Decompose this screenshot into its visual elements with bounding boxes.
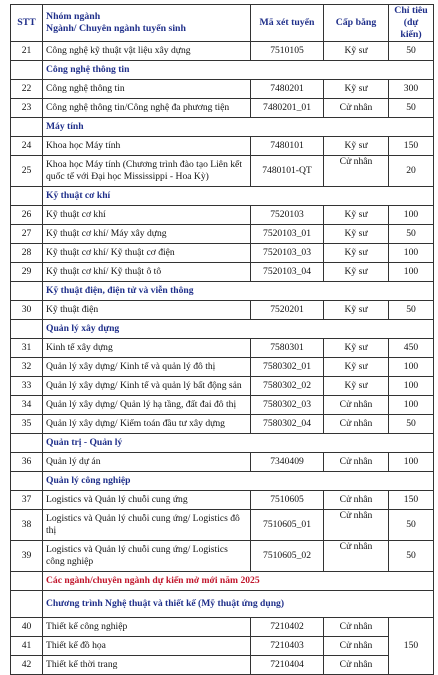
group-stt-cell [11,472,43,491]
table-row [11,491,434,510]
header-group-line1: Nhóm ngành [46,11,101,22]
row-degree: Kỹ sư [324,206,389,225]
group-heading-row [11,472,434,491]
row-code: 7580302_03 [251,396,324,415]
row-degree: Kỹ sư [324,301,389,320]
row-program-name: Quản lý dự án [43,453,251,472]
table-row [11,339,434,358]
row-code: 7480101 [251,137,324,156]
row-degree: Cử nhân [324,656,389,675]
table-row [11,301,434,320]
row-stt: 31 [11,339,43,358]
row-degree: Cử nhân [324,637,389,656]
group-heading-row [11,61,434,80]
row-stt: 37 [11,491,43,510]
table-row [11,263,434,282]
table-body [11,42,434,675]
header-degree: Cấp bằng [324,5,389,42]
row-stt: 42 [11,656,43,675]
row-quota: 300 [389,80,434,99]
row-code: 7580301 [251,339,324,358]
row-degree: Kỹ sư [324,42,389,61]
group-heading: Quản lý công nghiệp [43,472,434,491]
table-row [11,156,434,187]
group-stt-cell [11,118,43,137]
row-program-name: Logistics và Quản lý chuỗi cung ứng [43,491,251,510]
group-stt-cell [11,61,43,80]
row-code: 7480201_01 [251,99,324,118]
row-program-name: Kỹ thuật cơ khí [43,206,251,225]
header-code: Mã xét tuyển [251,5,324,42]
row-degree: Cử nhân [324,156,389,187]
row-quota: 20 [389,156,434,187]
row-stt: 32 [11,358,43,377]
table-row [11,42,434,61]
row-program-name: Kỹ thuật cơ khí/ Máy xây dựng [43,225,251,244]
row-code: 7210404 [251,656,324,675]
row-degree: Cử nhân [324,510,389,541]
row-code: 7510605 [251,491,324,510]
group-heading: Chương trình Nghệ thuật và thiết kế (Mỹ thuật ứng dụng) [43,591,434,618]
group-heading-row [11,320,434,339]
admission-table [10,4,434,675]
row-code: 7210402 [251,618,324,637]
row-program-name: Kỹ thuật điện [43,301,251,320]
row-program-name: Kinh tế xây dựng [43,339,251,358]
row-degree: Kỹ sư [324,244,389,263]
row-quota: 100 [389,453,434,472]
row-code: 7580302_01 [251,358,324,377]
row-program-name: Logistics và Quản lý chuỗi cung ứng/ Logistics đô thị [43,510,251,541]
row-degree: Kỹ sư [324,339,389,358]
row-code: 7510605_01 [251,510,324,541]
row-quota: 100 [389,244,434,263]
row-quota: 50 [389,510,434,541]
row-stt: 24 [11,137,43,156]
row-program-name: Kỹ thuật cơ khí/ Kỹ thuật ô tô [43,263,251,282]
group-heading-row [11,434,434,453]
group-heading: Kỹ thuật cơ khí [43,187,434,206]
row-code: 7580302_04 [251,415,324,434]
new-programs-heading-row [11,572,434,591]
row-stt: 35 [11,415,43,434]
row-quota: 100 [389,206,434,225]
table-row [11,637,434,656]
row-program-name: Công nghệ thông tin [43,80,251,99]
row-stt: 40 [11,618,43,637]
table-row [11,656,434,675]
row-program-name: Thiết kế đồ họa [43,637,251,656]
row-code: 7520103 [251,206,324,225]
row-degree: Cử nhân [324,396,389,415]
row-degree: Kỹ sư [324,263,389,282]
row-quota: 50 [389,99,434,118]
table-row [11,510,434,541]
group-heading-row [11,591,434,618]
group-heading: Quản lý xây dựng [43,320,434,339]
row-quota: 450 [389,339,434,358]
row-quota: 150 [389,137,434,156]
header-quota-line1: Chỉ tiêu [394,5,428,16]
row-program-name: Logistics và Quản lý chuỗi cung ứng/ Logistics công nghiệp [43,541,251,572]
row-degree: Cử nhân [324,415,389,434]
row-degree: Kỹ sư [324,137,389,156]
row-degree: Kỹ sư [324,225,389,244]
row-program-name: Quản lý xây dựng/ Kiểm toán đầu tư xây dựng [43,415,251,434]
row-stt: 34 [11,396,43,415]
group-stt-cell [11,320,43,339]
row-degree: Cử nhân [324,453,389,472]
row-stt: 38 [11,510,43,541]
header-group [43,5,251,42]
group-heading: Kỹ thuật điện, điện tử và viễn thông [43,282,434,301]
row-stt: 27 [11,225,43,244]
row-program-name: Kỹ thuật cơ khí/ Kỹ thuật cơ điện [43,244,251,263]
row-degree: Cử nhân [324,541,389,572]
table-row [11,99,434,118]
row-stt: 30 [11,301,43,320]
group-heading-row [11,187,434,206]
row-degree: Cử nhân [324,491,389,510]
row-quota: 150 [389,491,434,510]
group-heading: Công nghệ thông tin [43,61,434,80]
row-stt: 28 [11,244,43,263]
row-stt: 25 [11,156,43,187]
row-code: 7510605_02 [251,541,324,572]
row-code: 7520201 [251,301,324,320]
group-stt-cell [11,591,43,618]
row-stt: 23 [11,99,43,118]
row-program-name: Công nghệ thông tin/Công nghệ đa phương tiện [43,99,251,118]
row-program-name: Quản lý xây dựng/ Kinh tế và quản lý đô thị [43,358,251,377]
group-heading-row [11,118,434,137]
row-quota: 50 [389,415,434,434]
row-code: 7480101-QT [251,156,324,187]
header-stt: STT [11,5,43,42]
group-stt-cell [11,572,43,591]
row-degree: Cử nhân [324,99,389,118]
table-row [11,358,434,377]
row-code: 7480201 [251,80,324,99]
row-stt: 41 [11,637,43,656]
admission-table-page [10,4,430,675]
row-quota: 100 [389,263,434,282]
row-code: 7510105 [251,42,324,61]
table-row [11,80,434,99]
row-stt: 39 [11,541,43,572]
row-stt: 33 [11,377,43,396]
group-stt-cell [11,187,43,206]
row-degree: Kỹ sư [324,377,389,396]
table-row [11,453,434,472]
header-quota [389,5,434,42]
row-program-name: Thiết kế thời trang [43,656,251,675]
row-stt: 22 [11,80,43,99]
row-quota: 150 [389,618,434,675]
group-heading: Quản trị - Quản lý [43,434,434,453]
row-program-name: Quản lý xây dựng/ Kinh tế và quản lý bất động sản [43,377,251,396]
row-stt: 21 [11,42,43,61]
group-stt-cell [11,434,43,453]
row-code: 7340409 [251,453,324,472]
group-heading-row [11,282,434,301]
table-row [11,244,434,263]
table-header-row [11,5,434,42]
table-row [11,206,434,225]
row-stt: 36 [11,453,43,472]
row-quota: 50 [389,225,434,244]
row-program-name: Quản lý xây dựng/ Quản lý hạ tầng, đất đai đô thị [43,396,251,415]
header-quota-line2: (dự kiến) [400,17,422,40]
table-row [11,415,434,434]
row-code: 7520103_01 [251,225,324,244]
row-stt: 29 [11,263,43,282]
row-degree: Kỹ sư [324,80,389,99]
row-code: 7520103_03 [251,244,324,263]
group-heading: Máy tính [43,118,434,137]
table-row [11,225,434,244]
row-quota: 100 [389,377,434,396]
table-row [11,541,434,572]
group-stt-cell [11,282,43,301]
group-heading: Các ngành/chuyên ngành dự kiến mở mới năm 2025 [43,572,434,591]
row-code: 7520103_04 [251,263,324,282]
row-program-name: Khoa học Máy tính (Chương trình đào tạo Liên kết quốc tế với Đại học Mississippi - Hoa Kỳ) [43,156,251,187]
row-degree: Kỹ sư [324,358,389,377]
row-code: 7580302_02 [251,377,324,396]
row-quota: 100 [389,358,434,377]
row-program-name: Công nghệ kỹ thuật vật liệu xây dựng [43,42,251,61]
row-degree: Cử nhân [324,618,389,637]
row-program-name: Thiết kế công nghiệp [43,618,251,637]
table-row [11,396,434,415]
row-stt: 26 [11,206,43,225]
row-quota: 50 [389,541,434,572]
row-quota: 50 [389,42,434,61]
row-quota: 100 [389,396,434,415]
row-code: 7210403 [251,637,324,656]
table-row [11,618,434,637]
header-group-line2: Ngành/ Chuyên ngành tuyển sinh [46,23,186,34]
row-program-name: Khoa học Máy tính [43,137,251,156]
row-quota: 50 [389,301,434,320]
table-row [11,377,434,396]
table-row [11,137,434,156]
